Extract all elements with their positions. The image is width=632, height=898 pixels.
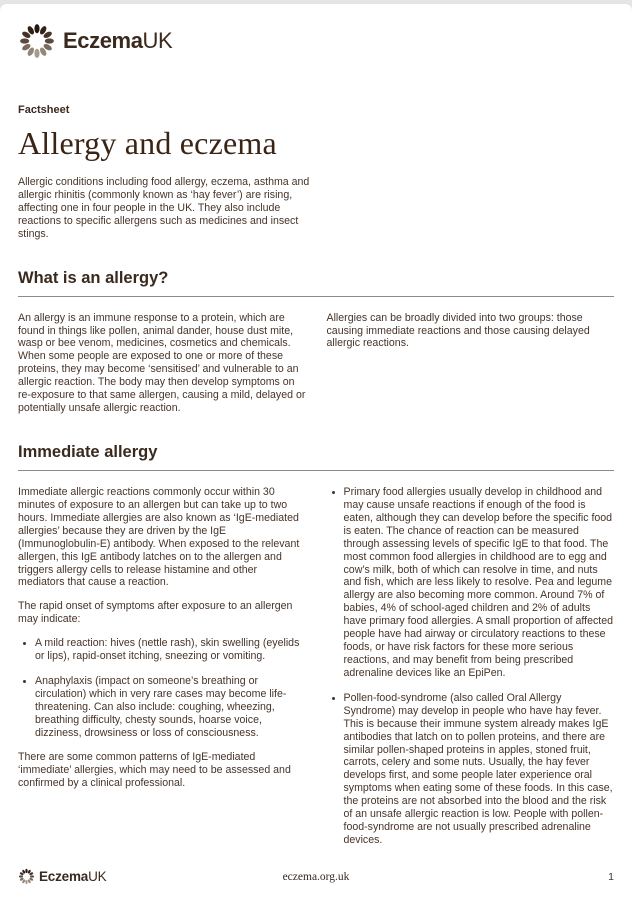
section-heading-what: What is an allergy? xyxy=(18,269,614,297)
factsheet-page xyxy=(0,4,632,898)
page-title: Allergy and eczema xyxy=(18,125,277,161)
immediate-right-bullet-list xyxy=(327,486,615,847)
page-footer xyxy=(18,868,614,885)
what-right-paragraph: Allergies can be broadly divided into two groups: those causing immediate reactions and those causing delayed allergic reactions. xyxy=(326,311,590,350)
what-column-right xyxy=(327,312,615,415)
bullet-item: • Pollen-food-syndrome (also called Oral Allergy Syndrome) may develop in people who have hay fever. This is because their immune system already makes IgE antibodies that latch on to pollen proteins, and there are similar pollen-shaped proteins in apples, stoned fruit, carrots, celery and some nuts. Usually, the hay fever develops first, and some people later experience oral symptoms when eating some of these foods. In this case, the proteins are not absorbed into the blood and the risk of an unsafe allergic reaction is low. People with pollen-food-syndrome are not usually prescribed adrenaline devices. xyxy=(344,692,615,847)
header-logo xyxy=(18,22,614,60)
footer-brand-name-bold: Eczema xyxy=(39,869,89,884)
immediate-left-paragraph-1: Immediate allergic reactions commonly occur within 30 minutes of exposure to an allergen but can take up to two hours. Immediate allergies are also known as ‘IgE-mediated allergies’ because they are driven by the IgE (Immunoglobulin-E) antibody. When exposed to the relevant allergen, this IgE antibody latches on to the allergen and triggers allergy cells to release histamine and other mediators that cause a reaction. xyxy=(18,485,300,589)
immediate-left-paragraph-3: There are some common patterns of IgE-mediated ‘immediate’ allergies, which may need to be assessed and confirmed by a clinical professional. xyxy=(18,750,291,789)
what-column-left xyxy=(18,312,306,415)
what-left-paragraph: An allergy is an immune response to a protein, which are found in things like pollen, animal dander, house dust mite, wasp or bee venom, medicines, cosmetics and chemicals. When some people are exposed to one or more of these proteins, they may become ‘sensitised’ and vulnerable to an allergic reaction. The body may then develop symptoms on re-exposure to that same allergen, causing a mild, delayed or potentially unsafe allergic reaction. xyxy=(18,311,306,415)
bullet-item: • A mild reaction: hives (nettle rash), skin swelling (eyelids or lips), rapid-onset itching, sneezing or vomiting. xyxy=(35,637,306,663)
footer-site-link[interactable]: eczema.org.uk xyxy=(282,870,350,883)
brand-name-bold: Eczema xyxy=(63,28,143,53)
immediate-left-paragraph-2: The rapid onset of symptoms after exposure to an allergen may indicate: xyxy=(18,600,293,626)
spinner-petals-icon xyxy=(18,22,56,60)
section-what-is-an-allergy xyxy=(18,269,614,415)
bullet-item: • Primary food allergies usually develop in childhood and may cause unsafe reactions if enough of the food is eaten, although they can develop before the specific food is eaten. The chance of reaction can be measured through assessing levels of specific IgE to that food. The most common food allergies in childhood are to egg and cow’s milk, both of which can resolve in time, and nuts and fish, which are less likely to resolve. Pea and legume allergy are also becoming more common. Around 7% of babies, 4% of school-aged children and 2% of adults have primary food allergies. A small proportion of affected people have had airway or circulatory reactions to these foods, or have risk factors for these more serious reactions, and may benefit from being prescribed adrenaline devices like an EpiPen. xyxy=(344,486,615,680)
section-heading-immediate: Immediate allergy xyxy=(18,443,614,471)
eyebrow-label: Factsheet xyxy=(18,104,70,116)
section-immediate-allergy xyxy=(18,443,614,858)
brand-name-light: UK xyxy=(142,28,173,53)
intro-paragraph: Allergic conditions including food allergy, eczema, asthma and allergic rhinitis (commonly known as ‘hay fever’) are rising, affecting one in four people in the UK. They also include reactions to specific allergens such as medicines and insect stings. xyxy=(18,176,310,240)
footer-brand-name-light: UK xyxy=(88,869,107,884)
immediate-column-left xyxy=(18,486,306,858)
immediate-left-bullet-list xyxy=(18,637,306,739)
immediate-column-right xyxy=(327,486,615,858)
bullet-item: • Anaphylaxis (impact on someone’s breathing or circulation) which in very rare cases may become life-threatening. Can also include: coughing, wheezing, breathing difficulty, chesty sounds, hoarse voice, dizziness, drowsiness or loss of consciousness. xyxy=(35,675,306,740)
page-number: 1 xyxy=(608,870,614,883)
brand-name xyxy=(63,28,172,54)
